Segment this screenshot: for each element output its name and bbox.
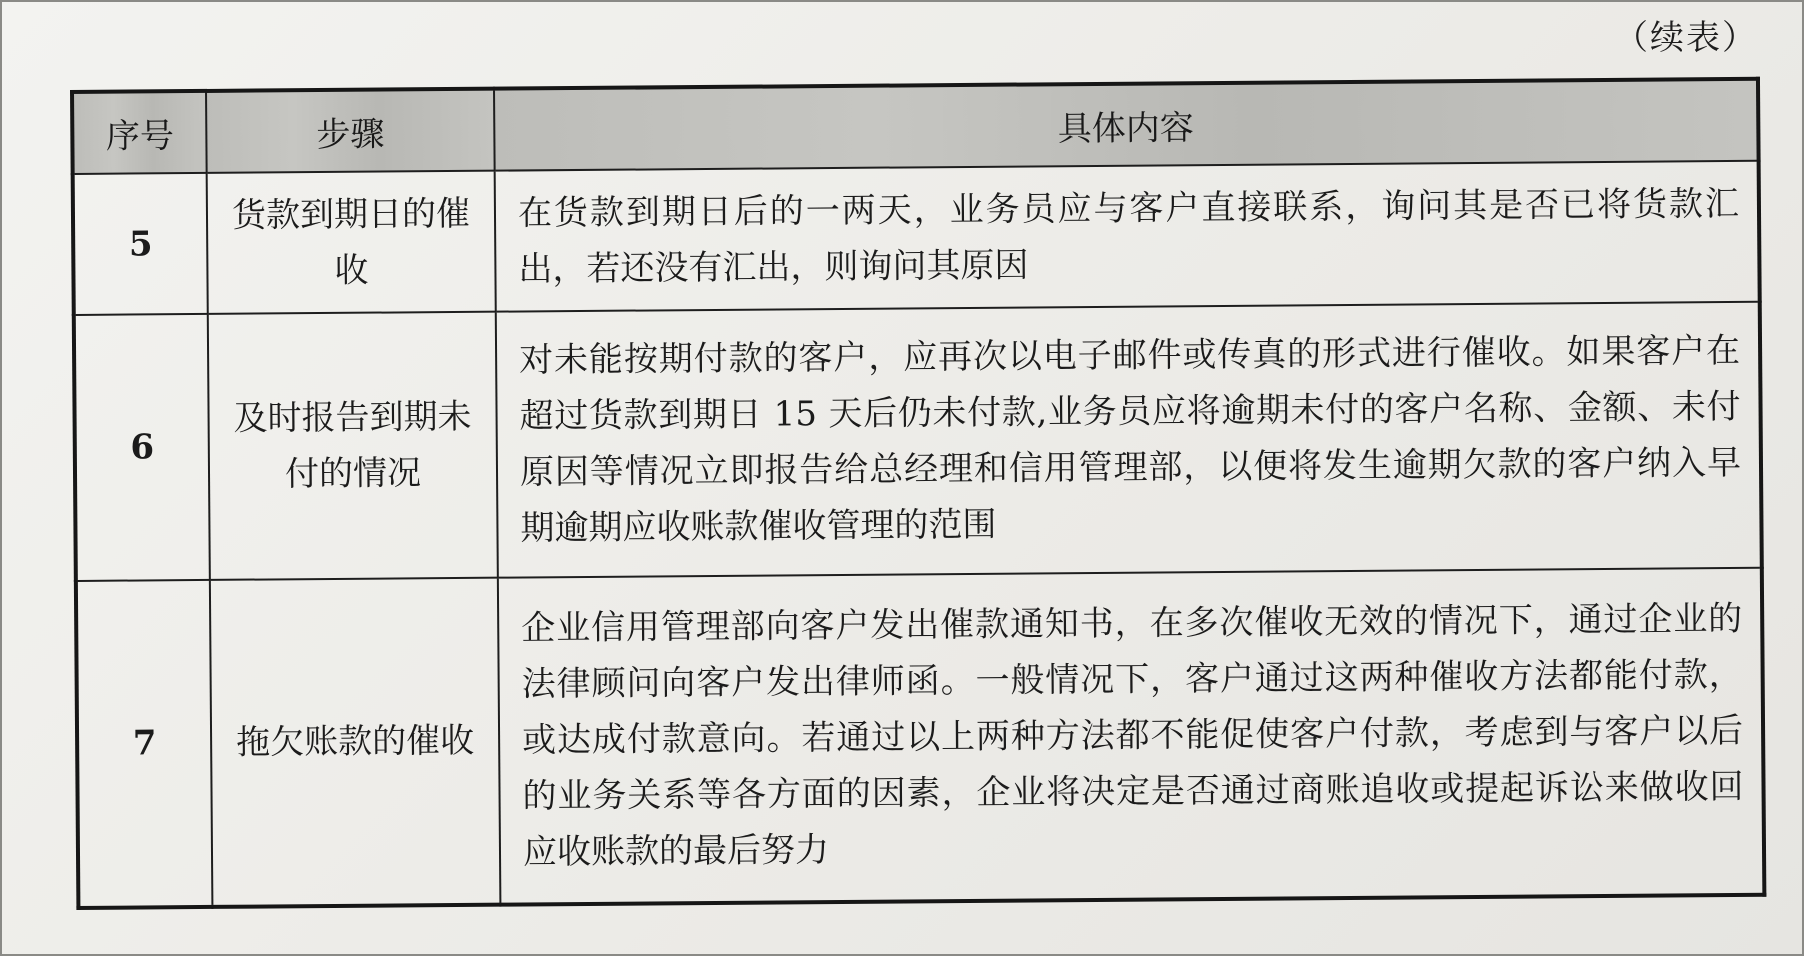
header-content: 具体内容 <box>494 79 1759 171</box>
row-number: 6 <box>74 314 210 581</box>
row-number: 5 <box>73 173 208 315</box>
row-content: 对未能按期付款的客户，应再次以电子邮件或传真的形式进行催收。如果客户在超过货款到期日 15 天后仍未付款,业务员应将逾期未付的客户名称、金额、未付原因等情况立即报告给总经理和信用管理部，以便将发生逾期欠款的客户纳入早期逾期应收账款催收管理的范围 <box>496 302 1762 578</box>
table-row <box>74 302 1762 581</box>
row-step: 货款到期日的催收 <box>207 171 496 314</box>
table-row <box>76 568 1765 908</box>
row-step: 及时报告到期未付的情况 <box>208 312 498 580</box>
header-step: 步骤 <box>206 89 495 173</box>
continued-label: （续表） <box>1614 18 1758 58</box>
steps-table <box>70 77 1766 910</box>
table-header-row <box>72 79 1759 174</box>
table-container <box>70 77 1766 910</box>
row-step: 拖欠账款的催收 <box>210 578 501 907</box>
row-number: 7 <box>76 580 213 908</box>
row-content: 企业信用管理部向客户发出催款通知书，在多次催收无效的情况下，通过企业的法律顾问向客户发出律师函。一般情况下，客户通过这两种催收方法都能付款，或达成付款意向。若通过以上两种方法都不能促使客户付款，考虑到与客户以后的业务关系等各方面的因素，企业将决定是否通过商账追收或提起诉讼来做收回应收账款的最后努力 <box>498 568 1765 905</box>
table-row <box>73 161 1760 315</box>
header-number: 序号 <box>72 91 207 174</box>
row-content: 在货款到期日后的一两天，业务员应与客户直接联系，询问其是否已将货款汇出，若还没有汇出，则询问其原因 <box>495 161 1760 312</box>
